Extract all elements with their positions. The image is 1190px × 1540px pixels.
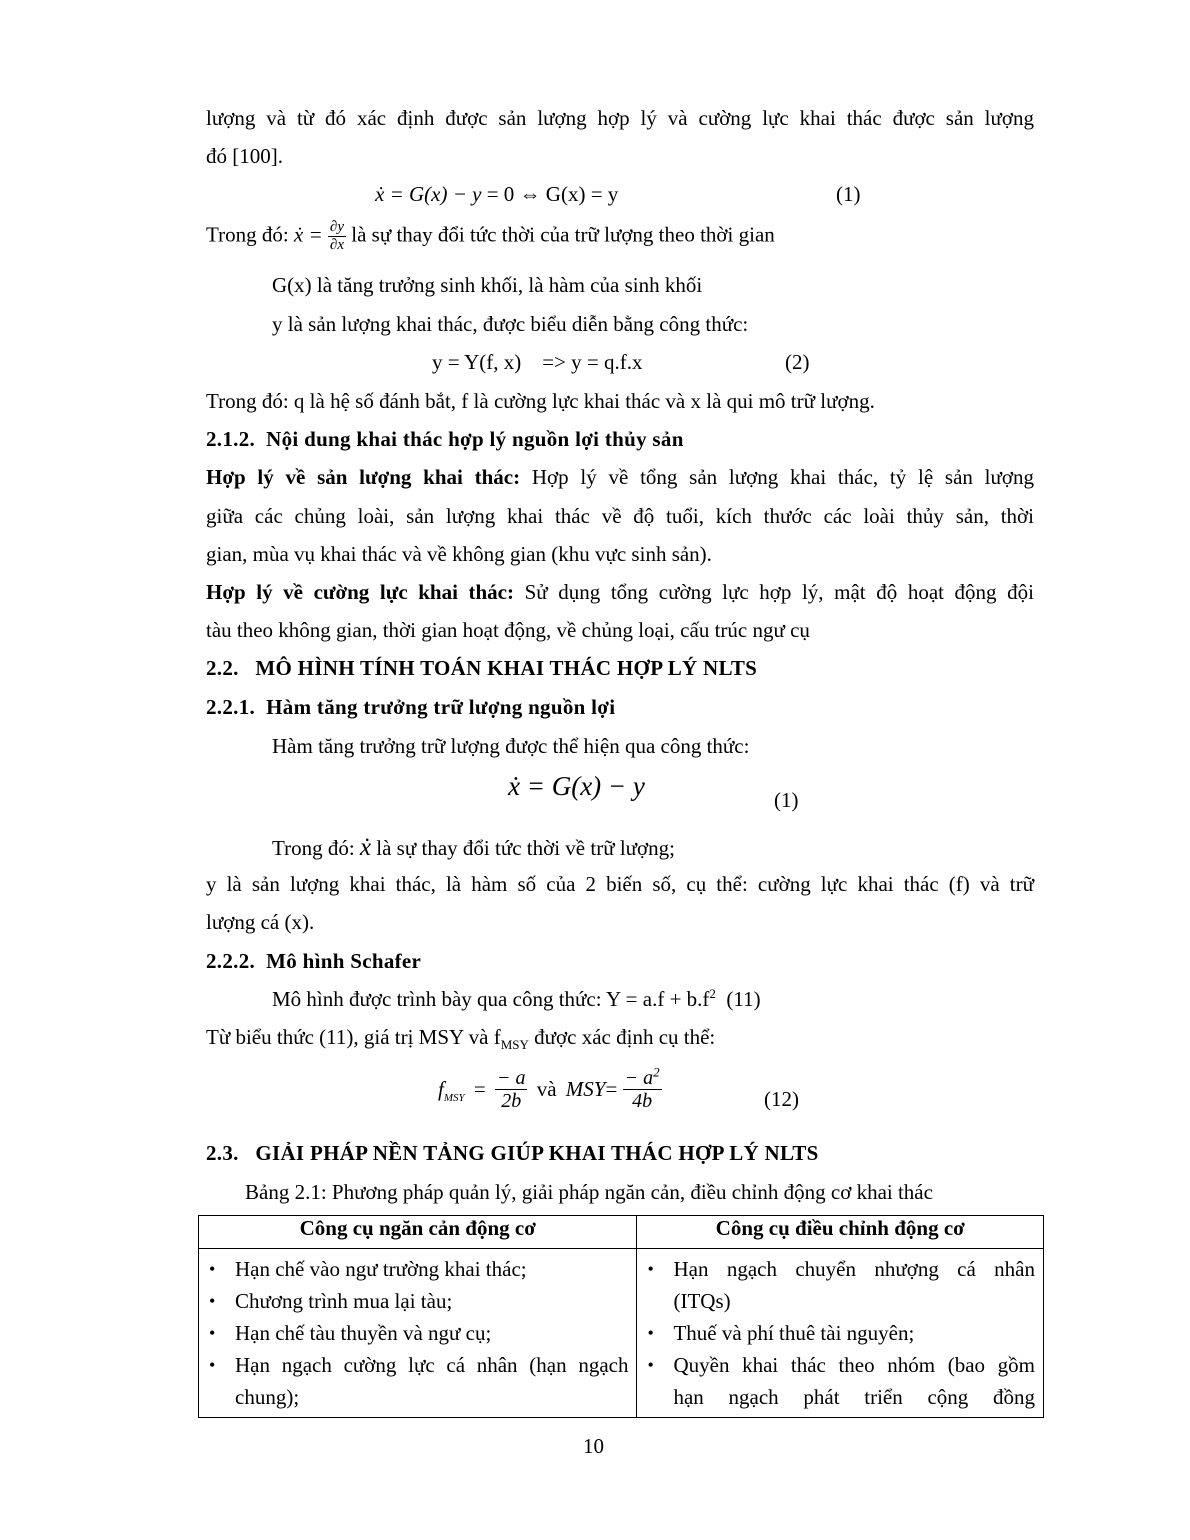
list-item-continuation: (ITQs) bbox=[673, 1289, 731, 1313]
list-item: • Hạn chế tàu thuyền và ngư cụ; bbox=[207, 1317, 628, 1349]
management-table bbox=[198, 1215, 1044, 1418]
table-cell-col2 bbox=[637, 1249, 1044, 1418]
from-11-line bbox=[206, 1025, 716, 1053]
f-symbol: f bbox=[438, 1077, 444, 1101]
equation-2: y = Y(f, x) => y = q.f.x bbox=[432, 350, 643, 374]
where-var: ẋ bbox=[359, 834, 372, 861]
paragraph-line bbox=[206, 582, 1034, 603]
table-row bbox=[199, 1249, 1044, 1418]
equation-number: (11) bbox=[726, 987, 761, 1011]
msy-symbol: MSY bbox=[565, 1077, 606, 1101]
schafer-text: Mô hình được trình bày qua công thức: Y = a.f + b.f bbox=[272, 987, 710, 1011]
equation-number: (1) bbox=[774, 788, 799, 812]
list-item: • Thuế và phí thuê tài nguyên; bbox=[645, 1317, 1035, 1349]
f-subscript: MSY bbox=[443, 1091, 465, 1104]
partial-fraction bbox=[328, 220, 346, 253]
paragraph-text: Hợp lý về tổng sản lượng khai thác, tỷ lệ sản lượng bbox=[531, 465, 1034, 489]
y-line: y là sản lượng khai thác, được biểu diễn bằng công thức: bbox=[272, 312, 749, 336]
equation-number: (2) bbox=[785, 350, 810, 374]
fraction-denominator: 4b bbox=[632, 1090, 653, 1112]
list-item-continuation: chung); bbox=[235, 1385, 300, 1409]
paragraph-line: lượng và từ đó xác định được sản lượng hợp lý và cường lực khai thác được sản lượng bbox=[206, 106, 1034, 130]
superscript: 2 bbox=[653, 1064, 660, 1080]
gx-line: G(x) là tăng trưởng sinh khối, là hàm của sinh khối bbox=[272, 273, 703, 297]
fraction-fmsy bbox=[495, 1068, 528, 1111]
fraction-msy bbox=[623, 1064, 662, 1112]
heading-2-2-1: 2.2.1. Hàm tăng trưởng trữ lượng nguồn lợi bbox=[206, 695, 616, 719]
bold-term: Hợp lý về sản lượng khai thác: bbox=[206, 465, 521, 489]
where-line-3 bbox=[272, 835, 675, 860]
paragraph-line: tàu theo không gian, thời gian hoạt động, về chủng loại, cấu trúc ngư cụ bbox=[206, 618, 810, 642]
where-text: là sự thay đổi tức thời về trữ lượng; bbox=[376, 836, 675, 860]
where-prefix: Trong đó: bbox=[272, 836, 355, 860]
heading-2-2: 2.2. MÔ HÌNH TÍNH TOÁN KHAI THÁC HỢP LÝ NLTS bbox=[206, 656, 758, 680]
equation-number: (1) bbox=[836, 182, 861, 206]
paragraph-line bbox=[206, 467, 1034, 488]
where-line-1 bbox=[206, 220, 775, 253]
table-caption: Bảng 2.1: Phương pháp quản lý, giải pháp ngăn cản, điều chỉnh động cơ khai thác bbox=[245, 1180, 933, 1204]
bold-term: Hợp lý về cường lực khai thác: bbox=[206, 580, 514, 604]
fraction-numerator: − $a^2$ bbox=[624, 1064, 660, 1089]
from-11-text: được xác định cụ thể: bbox=[534, 1025, 716, 1049]
where-line-2: Trong đó: q là hệ số đánh bắt, f là cường lực khai thác và x là qui mô trữ lượng. bbox=[206, 389, 875, 413]
fraction-denominator: ∂x bbox=[329, 237, 344, 253]
paragraph-line: y là sản lượng khai thác, là hàm số của 2 biến số, cụ thể: cường lực khai thác (f) và trữ bbox=[206, 872, 1034, 896]
paragraph-line: lượng cá (x). bbox=[206, 910, 315, 934]
where-text: là sự thay đổi tức thời của trữ lượng theo thời gian bbox=[351, 222, 775, 247]
where-prefix: Trong đó: bbox=[206, 222, 289, 247]
heading-2-1-2: 2.1.2. Nội dung khai thác hợp lý nguồn lợi thủy sản bbox=[206, 427, 684, 451]
equals-sign: = bbox=[473, 1077, 486, 1101]
and-word: và bbox=[536, 1077, 557, 1101]
equation-rhs: = 0 ⇔ G(x) = y bbox=[486, 182, 619, 206]
superscript: 2 bbox=[709, 986, 716, 1001]
from-11-text: Từ biểu thức (11), giá trị MSY và f bbox=[206, 1025, 501, 1049]
equation-1b: ẋ = G(x) − y bbox=[508, 771, 645, 801]
table-header-col1: Công cụ ngăn cản động cơ bbox=[199, 1216, 637, 1249]
table-header-row bbox=[199, 1216, 1044, 1249]
subscript: MSY bbox=[500, 1037, 529, 1053]
list-item: • Chương trình mua lại tàu; bbox=[207, 1285, 628, 1317]
list-item-continuation: hạn ngạch phát triển cộng đồng bbox=[673, 1385, 1035, 1409]
list-item: • Hạn ngạch chuyển nhượng cá nhân bbox=[645, 1253, 1035, 1285]
heading-2-3: 2.3. GIẢI PHÁP NỀN TẢNG GIÚP KHAI THÁC HỢP LÝ NLTS bbox=[206, 1141, 819, 1165]
fraction-numerator: − a bbox=[496, 1067, 526, 1089]
paragraph-line: đó [100]. bbox=[206, 144, 283, 168]
page-number: 10 bbox=[583, 1434, 604, 1458]
table-header-col2: Công cụ điều chỉnh động cơ bbox=[637, 1216, 1044, 1249]
growth-intro: Hàm tăng trưởng trữ lượng được thể hiện qua công thức: bbox=[272, 734, 750, 758]
fraction-numerator: ∂y bbox=[329, 219, 344, 235]
list-item: • Quyền khai thác theo nhóm (bao gồm bbox=[645, 1349, 1035, 1381]
equation-number: (12) bbox=[764, 1087, 799, 1111]
equation-12: $f_{MSY}$ = $\frac{- a}{2b}$ và MSY= $\frac{- a^2}{4b}$ bbox=[438, 1064, 660, 1112]
list-item: • Hạn ngạch cường lực cá nhân (hạn ngạch bbox=[207, 1349, 628, 1381]
fraction-denominator: 2b bbox=[501, 1090, 522, 1112]
schafer-line bbox=[272, 986, 761, 1011]
paragraph-line: gian, mùa vụ khai thác và về không gian (khu vực sinh sản). bbox=[206, 542, 712, 566]
paragraph-text: Sử dụng tổng cường lực hợp lý, mật độ hoạt động đội bbox=[524, 580, 1034, 604]
list-item: • Hạn chế vào ngư trường khai thác; bbox=[207, 1253, 628, 1285]
where-var: ẋ = bbox=[293, 222, 323, 247]
table-cell-col1 bbox=[199, 1249, 637, 1418]
paragraph-line: giữa các chủng loài, sản lượng khai thác về độ tuổi, kích thước các loài thủy sản, thời bbox=[206, 504, 1034, 528]
equation-lhs: ẋ = G(x) − y bbox=[375, 182, 482, 206]
heading-2-2-2: 2.2.2. Mô hình Schafer bbox=[206, 949, 422, 973]
equation-1a bbox=[375, 184, 618, 205]
